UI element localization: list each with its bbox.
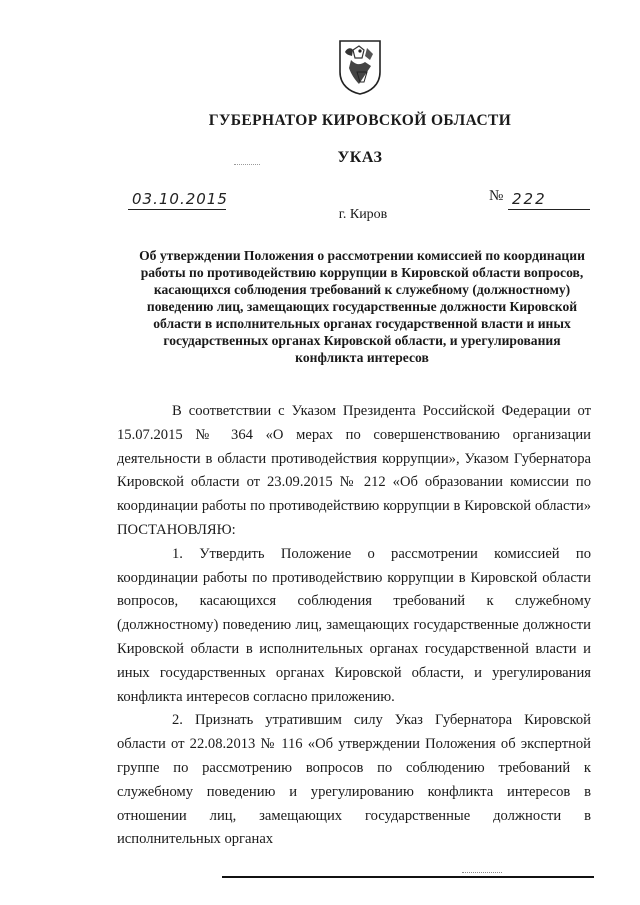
date-value: 03.10.2015 <box>132 190 228 208</box>
body-paragraph-1: 1. Утвердить Положение о рассмотрении комиссией по координации работы по противодействию коррупции в Кировской области вопросов, касающихся соблюдения требований к служебному (должностному) поведению лиц, замещающих государственные должности Кировской области в исполнительных органах государственной власти и иных государственных органах Кировской области, и урегулирования конфликта интересов согласно приложению. <box>117 545 591 705</box>
number-sign: № <box>489 188 504 204</box>
number-value: 222 <box>512 190 547 208</box>
body-paragraph-intro: В соответствии с Указом Президента Российской Федерации от 15.07.2015 № 364 «О мерах по совершенствованию организации деятельности в области противодействия коррупции», Указом Губернатора Кировской области от 23.09.2015 № 212 «Об образовании комиссии по координации работы по противодействию коррупции в Кировской области» ПОСТАНОВЛЯЮ: <box>117 403 591 538</box>
governor-title: ГУБЕРНАТОР КИРОВСКОЙ ОБЛАСТИ <box>208 112 512 129</box>
document-type: УКАЗ <box>337 149 383 166</box>
footer-rule <box>222 876 594 878</box>
scan-artifact <box>234 164 260 168</box>
city-line: г. Киров <box>338 207 388 222</box>
coat-of-arms-emblem <box>337 38 383 96</box>
body-paragraph-2: 2. Признать утратившим силу Указ Губернатора Кировской области от 22.08.2013 № 116 «Об утверждении Положения об экспертной группе по рассмотрению вопросов по соблюдению требований к служебному поведению и урегулированию конфликта интересов в отношении лиц, замещающих государственные должности в исполнительных органах <box>117 712 591 848</box>
document-body <box>117 400 591 852</box>
document-subject: Об утверждении Положения о рассмотрении комиссией по координации работы по противодействию коррупции в Кировской области вопросов, касающихся соблюдения требований к служебному (должностному) поведению лиц, замещающих государственные должности Кировской области в исполнительных органах государственной власти и иных государственных органах Кировской области, и урегулирования конфликта интересов <box>139 248 585 365</box>
